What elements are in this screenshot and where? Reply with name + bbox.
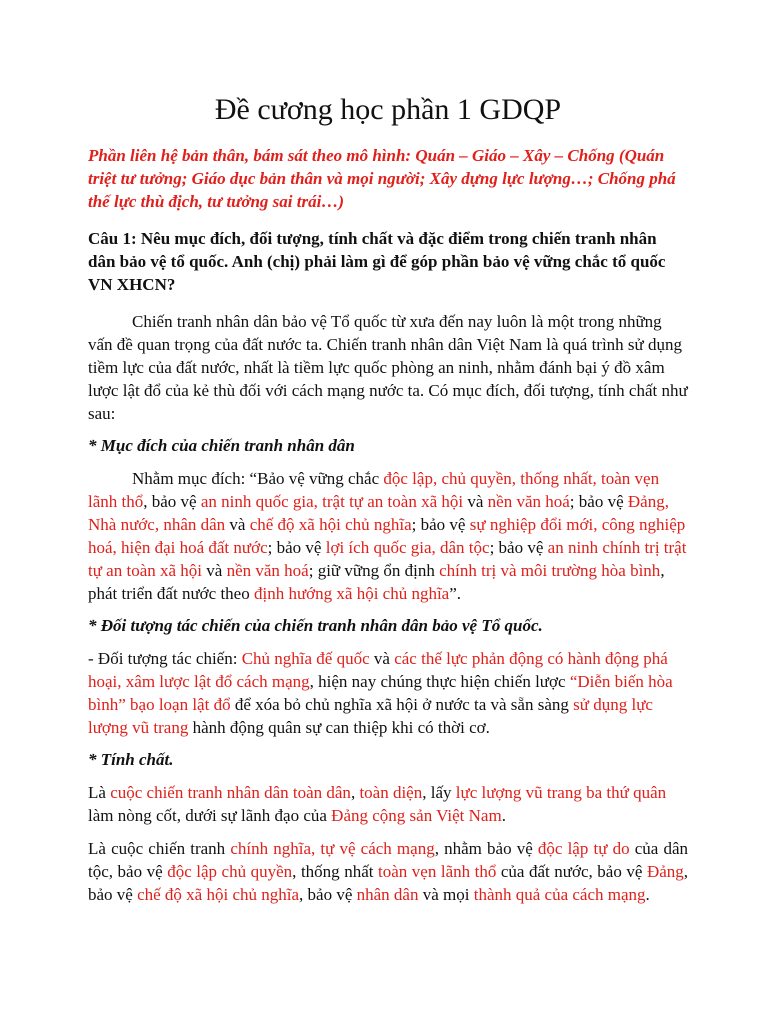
nature-paragraph-1: [88, 781, 688, 827]
body-text: , bảo vệ: [299, 885, 357, 904]
body-text: và: [369, 649, 395, 668]
body-text: ; bảo vệ: [267, 538, 326, 557]
opening-paragraph: Chiến tranh nhân dân bảo vệ Tổ quốc từ xưa đến nay luôn là một trong những vấn đề quan trọng của đất nước ta. Chiến tranh nhân dân Việt Nam là quá trình sử dụng tiềm lực của đất nước, nhất là tiềm lực quốc phòng an ninh, nhằm đánh bại ý đồ xâm lược lật đổ của kẻ thù đối với cách mạng nước ta. Có mục đích, đối tượng, tính chất như sau:: [88, 312, 688, 423]
highlighted-text: lợi ích quốc gia, dân tộc: [325, 538, 490, 557]
body-text: , bảo vệ: [88, 862, 689, 904]
page-title: Đề cương học phần 1 GDQP: [214, 93, 562, 126]
highlighted-text: chính nghĩa, tự vệ cách mạng: [230, 839, 435, 858]
body-text: ; bảo vệ: [569, 492, 628, 511]
highlighted-text: an ninh chính trị trật tự an toàn xã hội: [88, 538, 687, 580]
body-text: .: [501, 806, 506, 825]
highlighted-text: toàn vẹn lãnh thổ: [377, 862, 497, 881]
highlighted-text: chế độ xã hội chủ nghĩa: [249, 515, 412, 534]
highlighted-text: định hướng xã hội chủ nghĩa: [253, 584, 450, 603]
purpose-paragraph: [88, 467, 688, 605]
nature-paragraph-2: [88, 837, 688, 906]
target-paragraph: [88, 647, 688, 739]
body-text: và: [463, 492, 488, 511]
highlighted-text: sự nghiệp đổi mới, công nghiệp hoá, hiện đại hoá đất nước: [88, 515, 686, 557]
body-text: ”.: [449, 584, 462, 603]
nature-heading: * Tính chất.: [88, 750, 174, 769]
body-text: và mọi: [418, 885, 474, 904]
purpose-heading: * Mục đích của chiến tranh nhân dân: [88, 436, 355, 455]
body-text: , thống nhất: [292, 862, 378, 881]
highlighted-text: toàn diện: [359, 783, 423, 802]
highlighted-text: nền văn hoá: [487, 492, 570, 511]
highlighted-text: lực lượng vũ trang ba thứ quân: [455, 783, 667, 802]
body-text: ,: [350, 783, 360, 802]
highlighted-text: độc lập tự do: [537, 839, 630, 858]
body-text: của dân tộc, bảo vệ: [88, 839, 688, 881]
body-text: ; bảo vệ: [411, 515, 470, 534]
highlighted-text: thành quả của cách mạng: [473, 885, 646, 904]
body-text: ; bảo vệ: [489, 538, 548, 557]
highlighted-text: Chủ nghĩa đế quốc: [241, 649, 370, 668]
highlighted-text: cuộc chiến tranh nhân dân toàn dân: [110, 783, 351, 802]
body-text: - Đối tượng tác chiến:: [88, 649, 242, 668]
body-text: Nhằm mục đích: “Bảo vệ vững chắc: [132, 469, 384, 488]
body-text: ; giữ vững ổn định: [308, 561, 440, 580]
highlighted-text: an ninh quốc gia, trật tự an toàn xã hội: [200, 492, 464, 511]
body-text: Là: [88, 783, 111, 802]
body-text: , lấy: [422, 783, 456, 802]
body-text: hành động quân sự can thiệp khi có thời cơ.: [188, 718, 490, 737]
body-text: của đất nước, bảo vệ: [496, 862, 647, 881]
body-text: .: [645, 885, 650, 904]
body-text: , nhằm bảo vệ: [434, 839, 538, 858]
body-text: và: [202, 561, 227, 580]
body-text: làm nòng cốt, dưới sự lãnh đạo của: [88, 806, 332, 825]
highlighted-text: nhân dân: [356, 885, 419, 904]
highlighted-text: Đảng: [646, 862, 684, 881]
body-text: để xóa bỏ chủ nghĩa xã hội ở nước ta và sẵn sàng: [230, 695, 574, 714]
highlighted-text: Đảng cộng sản Việt Nam: [331, 806, 502, 825]
body-text: và: [225, 515, 250, 534]
highlighted-text: nền văn hoá: [226, 561, 309, 580]
highlighted-text: độc lập, chủ quyền, thống nhất, toàn vẹn lãnh thổ: [88, 469, 660, 511]
highlighted-text: sử dụng lực lượng vũ trang: [88, 695, 653, 737]
highlighted-text: các thế lực phản động có hành động phá hoại, xâm lược lật đổ cách mạng: [88, 649, 668, 691]
highlighted-text: Đảng, Nhà nước, nhân dân: [88, 492, 669, 534]
body-text: , hiện nay chúng thực hiện chiến lược: [309, 672, 570, 691]
intro-note: Phần liên hệ bản thân, bám sát theo mô hình: Quán – Giáo – Xây – Chống (Quán triệt tư tưởng; Giáo dục bản thân và mọi người; Xây dựng lực lượng…; Chống phá thế lực thù địch, tư tưởng sai trái…): [88, 146, 676, 211]
body-text: , bảo vệ: [143, 492, 201, 511]
highlighted-text: “Diễn biến hòa bình” bạo loạn lật đổ: [88, 672, 673, 714]
highlighted-text: độc lập chủ quyền: [167, 862, 293, 881]
question-1: Câu 1: Nêu mục đích, đối tượng, tính chất và đặc điểm trong chiến tranh nhân dân bảo vệ tổ quốc. Anh (chị) phải làm gì để góp phần bảo vệ vững chắc tổ quốc VN XHCN?: [88, 229, 666, 294]
highlighted-text: chế độ xã hội chủ nghĩa: [137, 885, 300, 904]
body-text: , phát triển đất nước theo: [88, 561, 665, 603]
body-text: Là cuộc chiến tranh: [88, 839, 231, 858]
target-heading: * Đối tượng tác chiến của chiến tranh nhân dân bảo vệ Tổ quốc.: [88, 616, 543, 635]
highlighted-text: chính trị và môi trường hòa bình: [439, 561, 661, 580]
